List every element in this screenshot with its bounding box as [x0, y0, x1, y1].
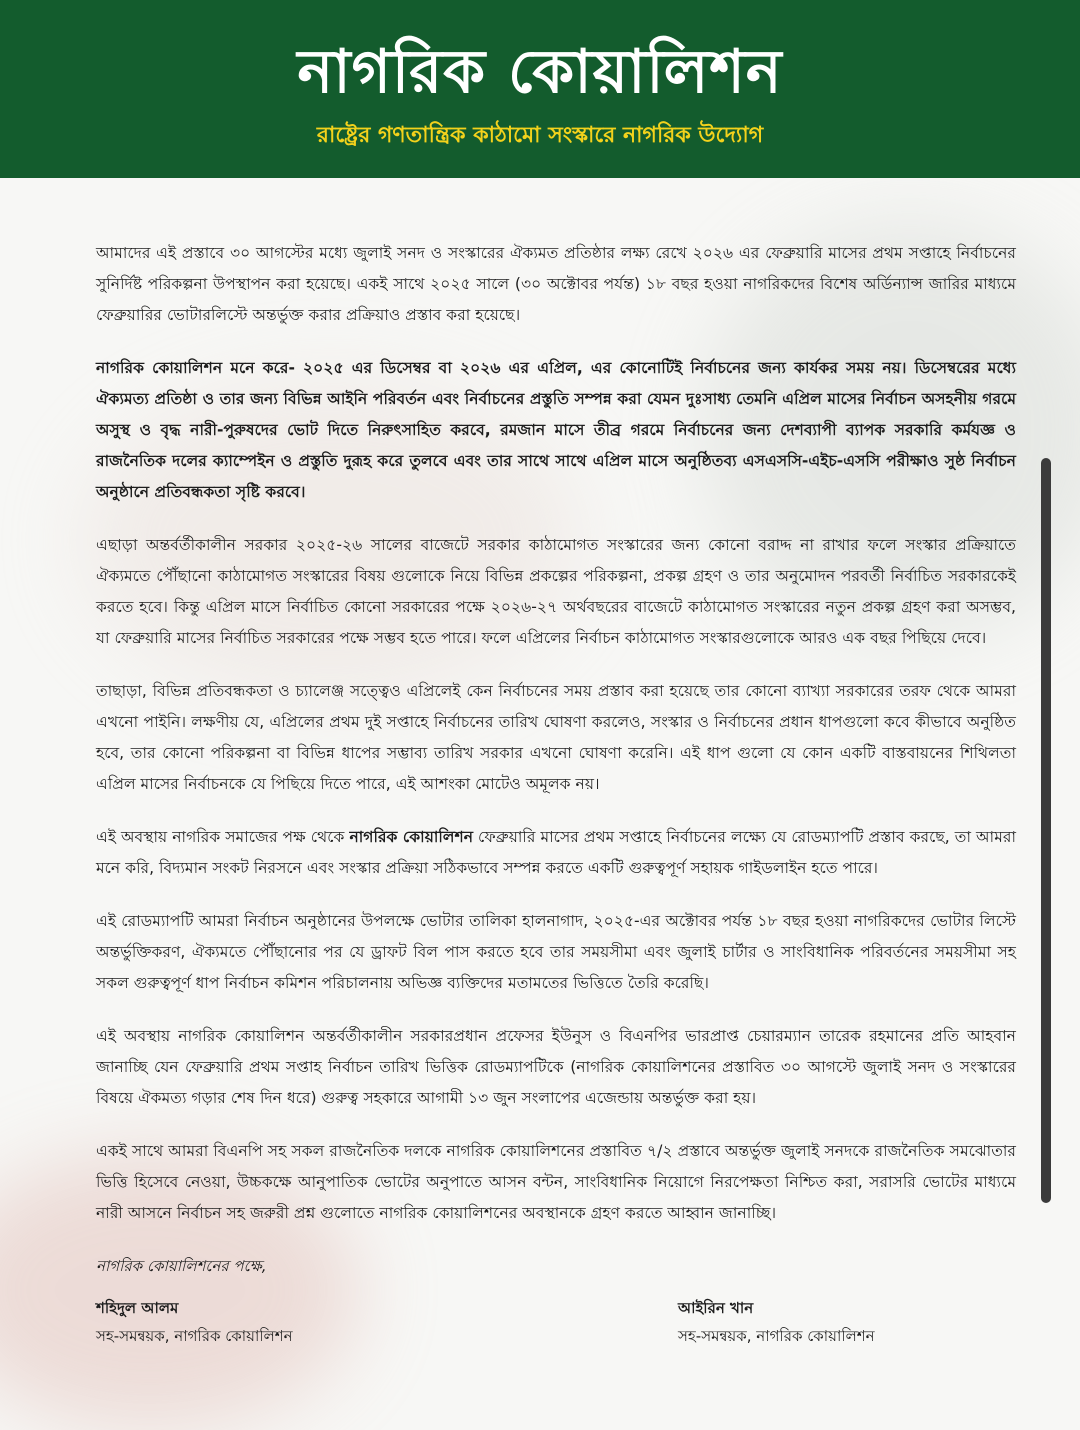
paragraph: এই রোডম্যাপটি আমরা নির্বাচন অনুষ্ঠানের উপলক্ষে ভোটার তালিকা হালনাগাদ, ২০২৫-এর অক্টোবর পর্যন্ত ১৮ বছর হওয়া নাগরিকদের ভোটার লিস্টে অন্তর্ভুক্তিকরণ, ঐক্যমতে পৌঁছানোর পর যে ড্রাফট বিল পাস করতে হবে তার সময়সীমা এবং জুলাই চার্টার ও সাংবিধানিক পরিবর্তনের সময়সীমা সহ সকল গুরুত্বপূর্ণ ধাপ নির্বাচন কমিশন পরিচালনায় অভিজ্ঞ ব্যক্তিদের মতামতের ভিত্তিতে তৈরি করেছি। [96, 912, 1016, 992]
vertical-scrollbar[interactable] [1041, 458, 1051, 1203]
signatory-right [678, 1294, 875, 1350]
signatory-role: সহ-সমন্বয়ক, নাগরিক কোয়ালিশন [678, 1327, 875, 1345]
paragraph [96, 822, 1016, 884]
paragraph: তাছাড়া, বিভিন্ন প্রতিবন্ধকতা ও চ্যালেঞ্জ সত্ত্বেও এপ্রিলেই কেন নির্বাচনের সময় প্রস্তাব করা হয়েছে তার কোনো ব্যাখ্যা সরকারের তরফ থেকে আমরা এখনো পাইনি। লক্ষণীয় যে, এপ্রিলের প্রথম দুই সপ্তাহে নির্বাচনের তারিখ ঘোষণা করলেও, সংস্কার ও নির্বাচনের প্রধান ধাপগুলো কবে কীভাবে অনুষ্ঠিত হবে, তার কোনো পরিকল্পনা বা বিভিন্ন ধাপের সম্ভাব্য তারিখ সরকার এখনো ঘোষণা করেনি। এই ধাপ গুলো যে কোন একটি বাস্তবায়নের শিথিলতা এপ্রিল মাসের নির্বাচনকে যে পিছিয়ে দিতে পারে, এই আশংকা মোটেও অমূলক নয়। [96, 682, 1016, 793]
coalition-name-bold: নাগরিক কোয়ালিশন [349, 828, 474, 846]
paragraph: এই অবস্থায় নাগরিক কোয়ালিশন অন্তর্বর্তীকালীন সরকারপ্রধান প্রফেসর ইউনুস ও বিএনপির ভারপ্রাপ্ত চেয়ারম্যান তারেক রহমানের প্রতি আহবান জানাচ্ছি যেন ফেব্রুয়ারি প্রথম সপ্তাহ নির্বাচন তারিখ ভিত্তিক রোডম্যাপটিকে (নাগরিক কোয়ালিশনের প্রস্তাবিত ৩০ আগস্টে জুলাই সনদ ও সংস্কারের বিষয়ে ঐকমত্য গড়ার শেষ দিন ধরে) গুরুত্ব সহকারে আগামী ১৩ জুন সংলাপের এজেন্ডায় অন্তর্ভুক্ত করা হয়। [96, 1027, 1016, 1107]
page-subtitle: রাষ্ট্রের গণতান্ত্রিক কাঠামো সংস্কারে নাগরিক উদ্যোগ [316, 123, 764, 148]
paragraph: আমাদের এই প্রস্তাবে ৩০ আগস্টের মধ্যে জুলাই সনদ ও সংস্কারের ঐক্যমত প্রতিষ্ঠার লক্ষ্য রেখে ২০২৬ এর ফেব্রুয়ারি মাসের প্রথম সপ্তাহে নির্বাচনের সুনির্দিষ্ট পরিকল্পনা উপস্থাপন করা হয়েছে। একই সাথে ২০২৫ সালে (৩০ অক্টোবর পর্যন্ত) ১৮ বছর হওয়া নাগরিকদের বিশেষ অর্ডিন্যান্স জারির মাধ্যমে ফেব্রুয়ারির ভোটারলিস্টে অন্তর্ভুক্ত করার প্রক্রিয়াও প্রস্তাব করা হয়েছে। [96, 244, 1016, 324]
signatory-role: সহ-সমন্বয়ক, নাগরিক কোয়ালিশন [96, 1327, 293, 1345]
signatory-name: আইরিন খান [678, 1299, 754, 1317]
signatory-left [96, 1294, 293, 1350]
header-banner [0, 0, 1080, 178]
page-title: নাগরিক কোয়ালিশন [297, 37, 783, 107]
paragraph-text: ফেব্রুয়ারি মাসের প্রথম সপ্তাহে নির্বাচনের লক্ষ্যে যে রোডম্যাপটি প্রস্তাব করছে, তা আমরা মনে করি, বিদ্যমান সংকট নিরসনে এবং সংস্কার প্রক্রিয়া সঠিকভাবে সম্পন্ন করতে একটি গুরুত্বপূর্ণ সহায়ক গাইডলাইন হতে পারে। [96, 828, 1016, 877]
paragraph-bold: নাগরিক কোয়ালিশন মনে করে- ২০২৫ এর ডিসেম্বর বা ২০২৬ এর এপ্রিল, এর কোনোটিই নির্বাচনের জন্য কার্যকর সময় নয়। ডিসেম্বরের মধ্যে ঐক্যমত্য প্রতিষ্ঠা ও তার জন্য বিভিন্ন আইনি পরিবর্তন এবং নির্বাচনের প্রস্তুতি সম্পন্ন করা যেমন দুঃসাধ্য তেমনি এপ্রিল মাসের নির্বাচন অসহনীয় গরমে অসুস্থ ও বৃদ্ধ নারী-পুরুষদের ভোট দিতে নিরুৎসাহিত করবে, রমজান মাসে তীব্র গরমে নির্বাচনের জন্য দেশব্যাপী ব্যাপক সরকারি কর্মযজ্ঞ ও রাজনৈতিক দলের ক্যাম্পেইন ও প্রস্তুতি দুরূহ করে তুলবে এবং তার সাথে সাথে এপ্রিল মাসে অনুষ্ঠিতব্য এসএসসি-এইচ-এসসি পরীক্ষাও সুষ্ঠ নির্বাচন অনুষ্ঠানে প্রতিবন্ধকতা সৃষ্টি করবে। [96, 359, 1016, 501]
paragraph: একই সাথে আমরা বিএনপি সহ সকল রাজনৈতিক দলকে নাগরিক কোয়ালিশনের প্রস্তাবিত ৭/২ প্রস্তাবে অন্তর্ভুক্ত জুলাই সনদকে রাজনৈতিক সমঝোতার ভিত্তি হিসেবে নেওয়া, উচ্চকক্ষে আনুপাতিক ভোটের অনুপাতে আসন বন্টন, সাংবিধানিক নিয়োগে নিরপেক্ষতা নিশ্চিত করা, সরাসরি ভোটের মাধ্যমে নারী আসনে নির্বাচন সহ জরুরী প্রশ্ন গুলোতে নাগরিক কোয়ালিশনের অবস্থানকে গ্রহণ করতে আহ্বান জানাচ্ছি। [96, 1142, 1016, 1222]
signatory-name: শহিদুল আলম [96, 1299, 179, 1317]
closing-line: নাগরিক কোয়ালিশনের পক্ষে, [96, 1257, 267, 1275]
paragraph: এছাড়া অন্তর্বর্তীকালীন সরকার ২০২৫-২৬ সালের বাজেটে সরকার কাঠামোগত সংস্কারের জন্য কোনো বরাদ্দ না রাখার ফলে সংস্কার প্রক্রিয়াতে ঐক্যমতে পৌঁছানো কাঠামোগত সংস্কারের বিষয় গুলোকে নিয়ে বিভিন্ন প্রকল্পের পরিকল্পনা, প্রকল্প গ্রহণ ও তার অনুমোদন পরবর্তী নির্বাচিত সরকারকেই করতে হবে। কিন্তু এপ্রিল মাসে নির্বাচিত কোনো সরকারের পক্ষে ২০২৬-২৭ অর্থবছরের বাজেটে কাঠামোগত সংস্কারের নতুন প্রকল্প গ্রহণ করা অসম্ভব, যা ফেব্রুয়ারি মাসের নির্বাচিত সরকারের পক্ষে সম্ভব হতে পারে। ফলে এপ্রিলের নির্বাচন কাঠামোগত সংস্কারগুলোকে আরও এক বছর পিছিয়ে দেবে। [96, 536, 1016, 647]
letter-body [96, 238, 1016, 1304]
paragraph-text: এই অবস্থায় নাগরিক সমাজের পক্ষ থেকে [96, 828, 350, 846]
